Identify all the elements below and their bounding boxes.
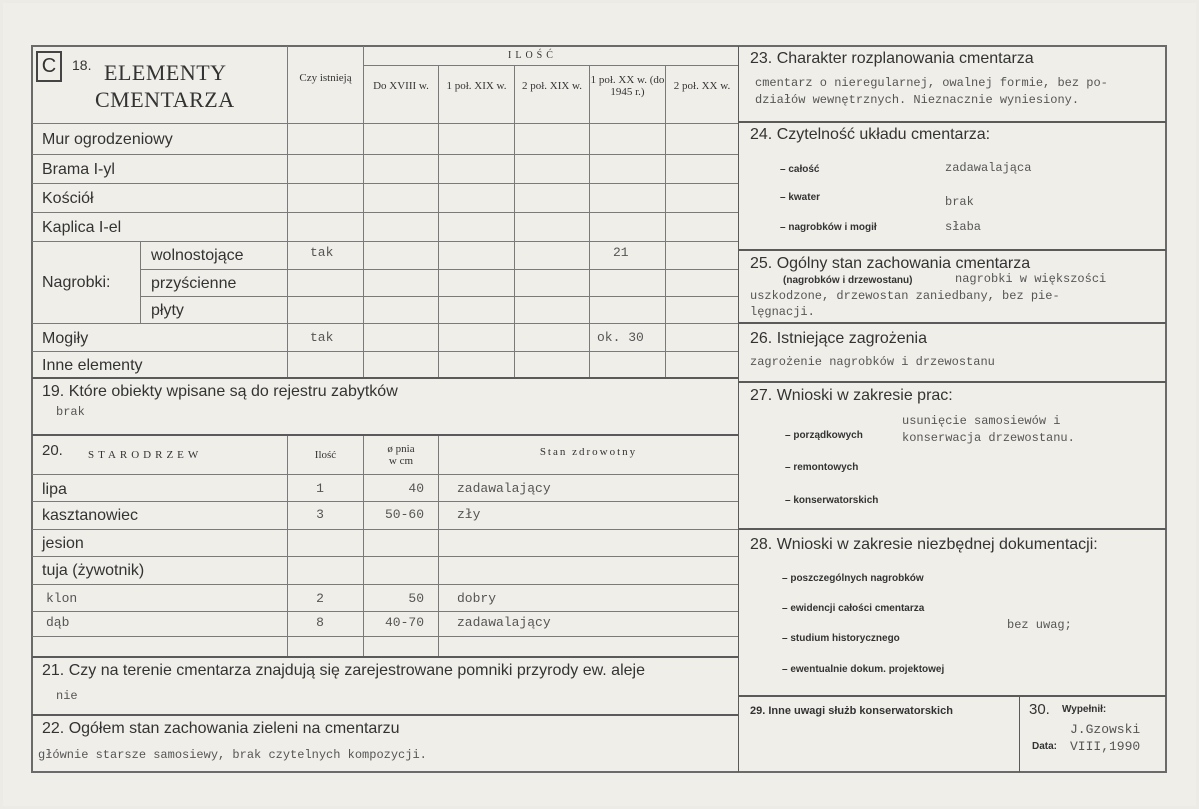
s22-label: 22. Ogółem stan zachowania zieleni na cmentarzu — [42, 720, 400, 737]
s28-value: bez uwag; — [1007, 618, 1072, 632]
grid-line — [514, 65, 515, 378]
period-4: 1 poł. XX w. (do 1945 r.) — [590, 74, 665, 98]
s19-value: brak — [56, 405, 85, 419]
badge-letter: C — [41, 55, 57, 77]
s28-item-4: – ewentualnie dokum. projektowej — [782, 664, 945, 675]
col-exists: Czy istnieją — [299, 72, 352, 84]
grid-line — [32, 434, 738, 436]
tree-health: dobry — [457, 591, 497, 606]
row-mogily: Mogiły — [42, 330, 89, 347]
s27-label: 27. Wnioski w zakresie prac: — [750, 387, 953, 404]
tree-health: zły — [457, 507, 481, 522]
grid-line — [32, 212, 738, 213]
s26-label: 26. Istniejące zagrożenia — [750, 330, 927, 347]
s24-nagrobkow: – nagrobków i mogił — [780, 222, 877, 233]
s20-title: STARODRZEW — [88, 449, 203, 461]
s20-col-diam-2: w cm — [388, 455, 414, 467]
s21-label: 21. Czy na terenie cmentarza znajdują się zarejestrowane pomniki przyrody ew. aleje — [42, 662, 645, 679]
title-line-2: CMENTARZA — [95, 87, 235, 112]
tree-health: zadawalający — [457, 615, 551, 630]
grid-line — [589, 65, 590, 378]
grid-line — [32, 584, 738, 585]
column-divider — [738, 46, 739, 772]
grid-line — [32, 656, 738, 658]
s29-text: 29. Inne uwagi służb konserwatorskich — [750, 705, 953, 717]
grid-line — [32, 636, 738, 637]
tree-name: tuja (żywotnik) — [42, 562, 145, 579]
mogily-exists-value: tak — [310, 330, 334, 345]
row-mur: Mur ogrodzeniowy — [42, 131, 173, 148]
period-3: 2 poł. XIX w. — [521, 80, 583, 92]
mogily-count-value: ok. 30 — [597, 330, 644, 345]
s24-kwater-value: brak — [945, 195, 974, 209]
row-kosciol: Kościół — [42, 190, 94, 207]
tree-diam: 40-70 — [384, 615, 424, 630]
tree-name: kasztanowiec — [42, 507, 139, 524]
grid-line — [739, 249, 1166, 251]
tree-qty: 8 — [316, 615, 324, 630]
s27-konserwatorskich: – konserwatorskich — [785, 495, 879, 506]
grid-line — [739, 322, 1166, 324]
s27-porzadkowych: – porządkowych — [785, 430, 863, 441]
s24-kwater: – kwater — [780, 192, 821, 203]
s30-date-label: Data: — [1032, 741, 1058, 752]
s25-line-2: uszkodzone, drzewostan zaniedbany, bez pie- — [750, 289, 1060, 303]
grid-line — [32, 474, 738, 475]
row-kaplica: Kaplica I-el — [42, 219, 122, 236]
grid-line — [32, 611, 738, 612]
grid-line — [739, 695, 1166, 697]
grid-line — [739, 121, 1166, 123]
tree-qty: 3 — [316, 507, 324, 522]
grid-line — [32, 377, 738, 379]
wolno-count-value: 21 — [613, 245, 629, 260]
grid-line — [32, 241, 738, 242]
s29-label — [750, 703, 953, 717]
grid-line — [739, 381, 1166, 383]
s20-col-qty: Ilość — [314, 449, 337, 461]
grid-line — [1019, 696, 1020, 772]
grid-line — [438, 436, 439, 656]
tree-name: lipa — [42, 481, 67, 498]
tree-diam: 40 — [408, 481, 424, 496]
row-inne: Inne elementy — [42, 357, 143, 374]
s20-number: 20. — [42, 442, 63, 459]
grid-line — [32, 123, 738, 124]
tree-name: dąb — [46, 615, 70, 630]
grid-line — [32, 501, 738, 502]
row-nagrobki: Nagrobki: — [42, 274, 111, 291]
grid-line — [140, 269, 738, 270]
s23-line-2: działów wewnętrznych. Nieznacznie wyniesiony. — [755, 93, 1080, 107]
s28-item-3: – studium historycznego — [782, 633, 900, 644]
tree-name: klon — [46, 591, 78, 606]
s20-col-health: Stan zdrowotny — [539, 446, 638, 458]
s27-value-2: konserwacja drzewostanu. — [902, 431, 1075, 445]
row-plyty: płyty — [151, 302, 184, 319]
tree-health: zadawalający — [457, 481, 551, 496]
s28-item-2: – ewidencji całości cmentarza — [782, 603, 925, 614]
grid-line — [363, 65, 738, 66]
s30-date: VIII,1990 — [1070, 739, 1141, 754]
tree-qty: 1 — [316, 481, 324, 496]
s25-sub: (nagrobków i drzewostanu) — [783, 275, 913, 286]
col-qty: ILOŚĆ — [508, 50, 557, 61]
s30-filled-label: Wypełnił: — [1062, 704, 1107, 715]
section-badge — [36, 51, 62, 82]
row-brama: Brama I-yl — [42, 161, 115, 178]
row-wolnostojace: wolnostojące — [151, 247, 244, 264]
tree-diam: 50 — [408, 591, 424, 606]
s28-label: 28. Wnioski w zakresie niezbędnej dokumentacji: — [750, 536, 1098, 553]
s30-name: J.Gzowski — [1070, 722, 1141, 737]
grid-line — [32, 351, 738, 352]
s27-remontowych: – remontowych — [785, 462, 859, 473]
period-2: 1 poł. XIX w. — [446, 80, 507, 92]
period-5: 2 poł. XX w. — [673, 80, 731, 92]
grid-line — [32, 556, 738, 557]
grid-line — [140, 241, 141, 323]
s25-line-3: lęgnacji. — [750, 305, 815, 319]
tree-diam: 50-60 — [384, 507, 424, 522]
tree-qty: 2 — [316, 591, 324, 606]
grid-line — [140, 296, 738, 297]
s26-value: zagrożenie nagrobków i drzewostanu — [750, 355, 995, 369]
s19-label: 19. Które obiekty wpisane są do rejestru zabytków — [42, 383, 398, 400]
grid-line — [32, 183, 738, 184]
grid-line — [739, 528, 1166, 530]
s27-value-1: usunięcie samosiewów i — [902, 414, 1061, 428]
s23-line-1: cmentarz o nieregularnej, owalnej formie, bez po- — [755, 76, 1108, 90]
s25-label: 25. Ogólny stan zachowania cmentarza — [750, 255, 1031, 272]
grid-line — [32, 714, 738, 716]
s21-value: nie — [56, 689, 78, 703]
s28-item-1: – poszczególnych nagrobków — [782, 573, 924, 584]
grid-line — [438, 65, 439, 378]
grid-line — [32, 529, 738, 530]
s30-number: 30. — [1029, 701, 1050, 718]
s22-value: głównie starsze samosiewy, brak czytelnych kompozycji. — [38, 748, 427, 762]
s24-calosc-value: zadawalająca — [945, 161, 1032, 175]
title-line-1: ELEMENTY — [104, 60, 227, 85]
grid-line — [665, 65, 666, 378]
s25-line-1: nagrobki w większości — [955, 272, 1107, 286]
grid-line — [32, 154, 738, 155]
s20-col-diam-1: ø pnia — [387, 443, 415, 455]
s24-nagrobkow-value: słaba — [945, 220, 982, 234]
tree-name: jesion — [42, 535, 84, 552]
row-przyscienne: przyścienne — [151, 275, 237, 292]
grid-line — [32, 323, 738, 324]
s23-label: 23. Charakter rozplanowania cmentarza — [750, 50, 1034, 67]
s24-label: 24. Czytelność układu cmentarza: — [750, 126, 991, 143]
wolno-exists-value: tak — [310, 245, 334, 260]
period-1: Do XVIII w. — [373, 80, 429, 92]
section-number: 18. — [72, 57, 92, 73]
s24-calosc: – całość — [780, 164, 820, 175]
